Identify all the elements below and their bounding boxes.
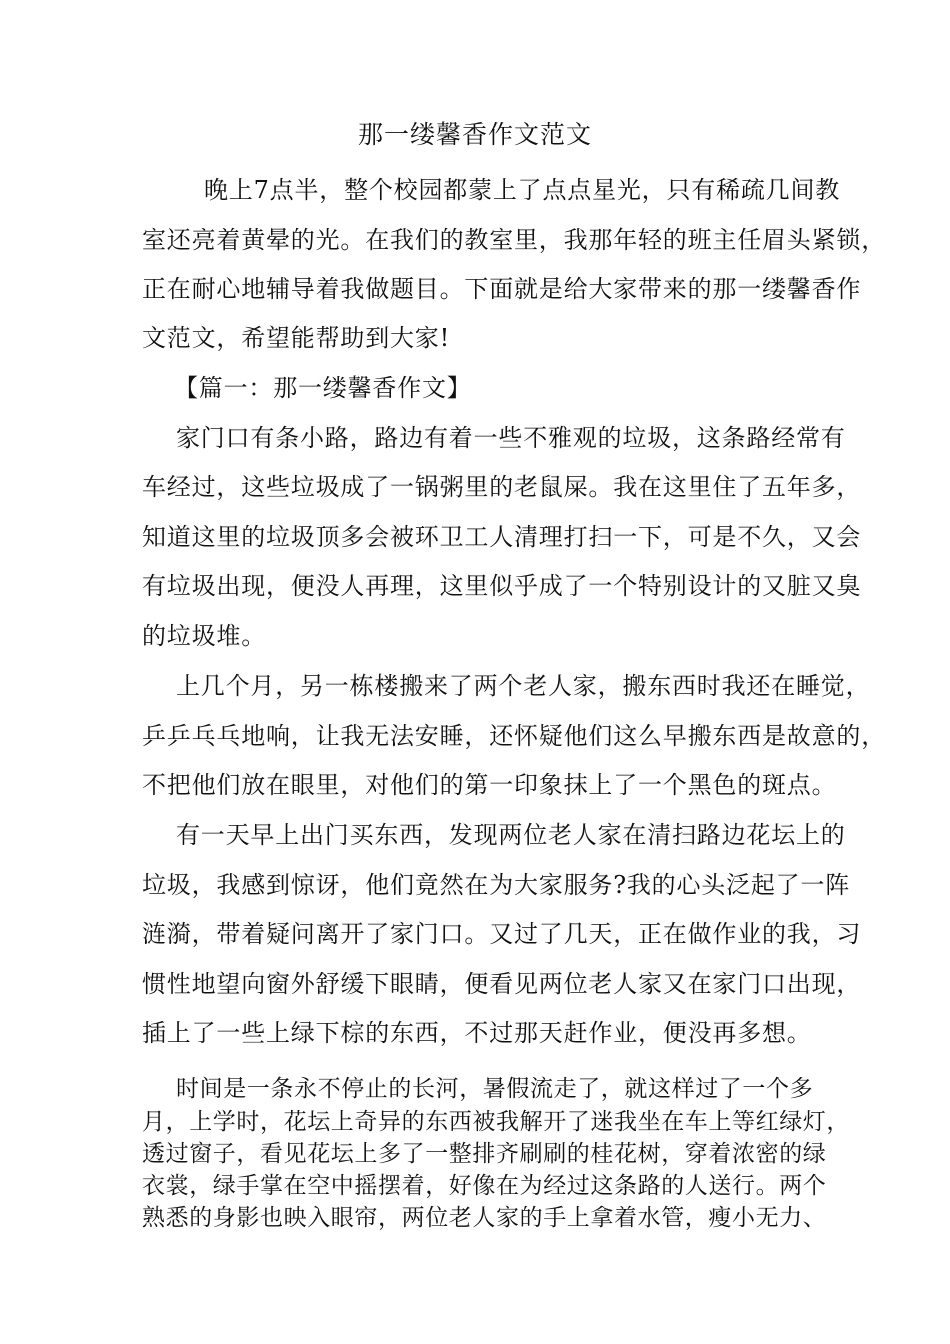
paragraph-line: 知道这里的垃圾顶多会被环卫工人清理打扫一下，可是不久，又会 — [142, 523, 862, 551]
paragraph-line: 有垃圾出现，便没人再理，这里似乎成了一个特别设计的又脏又臭 — [142, 572, 862, 600]
document-title: 那一缕馨香作文范文 — [357, 120, 592, 149]
paragraph-line: 月，上学时，花坛上奇异的东西被我解开了迷我坐在车上等红绿灯， — [142, 1109, 850, 1135]
paragraph-line: 时间是一条永不停止的长河，暑假流走了，就这样过了一个多 — [176, 1076, 814, 1102]
paragraph-line: 不把他们放在眼里，对他们的第一印象抹上了一个黑色的斑点。 — [142, 771, 837, 799]
paragraph-line: 熟悉的身影也映入眼帘，两位老人家的手上拿着水管，瘦小无力、 — [142, 1205, 827, 1231]
paragraph-line: 车经过，这些垃圾成了一锅粥里的老鼠屎。我在这里住了五年多， — [142, 473, 862, 501]
paragraph-line: 透过窗子，看见花坛上多了一整排齐刷刷的桂花树，穿着浓密的绿 — [142, 1141, 827, 1167]
paragraph-line: 衣裳，绿手掌在空中摇摆着，好像在为经过这条路的人送行。两个 — [142, 1173, 827, 1199]
paragraph-line: 上几个月，另一栋楼搬来了两个老人家，搬东西时我还在睡觉， — [176, 672, 871, 700]
paragraph-line: 惯性地望向窗外舒缓下眼睛，便看见两位老人家又在家门口出现， — [142, 970, 862, 998]
paragraph-line: 乒乒乓乓地响，让我无法安睡，还怀疑他们这么早搬东西是故意的， — [142, 722, 886, 750]
paragraph-line: 家门口有条小路，路边有着一些不雅观的垃圾，这条路经常有 — [176, 424, 846, 452]
paragraph-line: 的垃圾堆。 — [142, 622, 266, 650]
paragraph-line: 有一天早上出门买东西，发现两位老人家在清扫路边花坛上的 — [176, 821, 846, 849]
section-heading: 【篇一：那一缕馨香作文】 — [174, 374, 472, 402]
paragraph-line: 室还亮着黄晕的光。在我们的教室里，我那年轻的班主任眉头紧锁， — [142, 226, 886, 254]
paragraph-line: 涟漪，带着疑问离开了家门口。又过了几天，正在做作业的我，习 — [142, 920, 862, 948]
paragraph-line: 插上了一些上绿下棕的东西，不过那天赶作业，便没再多想。 — [142, 1019, 812, 1047]
paragraph-line: 垃圾，我感到惊讶，他们竟然在为大家服务?我的心头泛起了一阵 — [142, 871, 851, 899]
paragraph-line: 文范文，希望能帮助到大家! — [142, 324, 451, 352]
paragraph-line: 正在耐心地辅导着我做题目。下面就是给大家带来的那一缕馨香作 — [142, 275, 862, 303]
paragraph-line: 晚上7点半，整个校园都蒙上了点点星光，只有稀疏几间教 — [204, 176, 841, 204]
